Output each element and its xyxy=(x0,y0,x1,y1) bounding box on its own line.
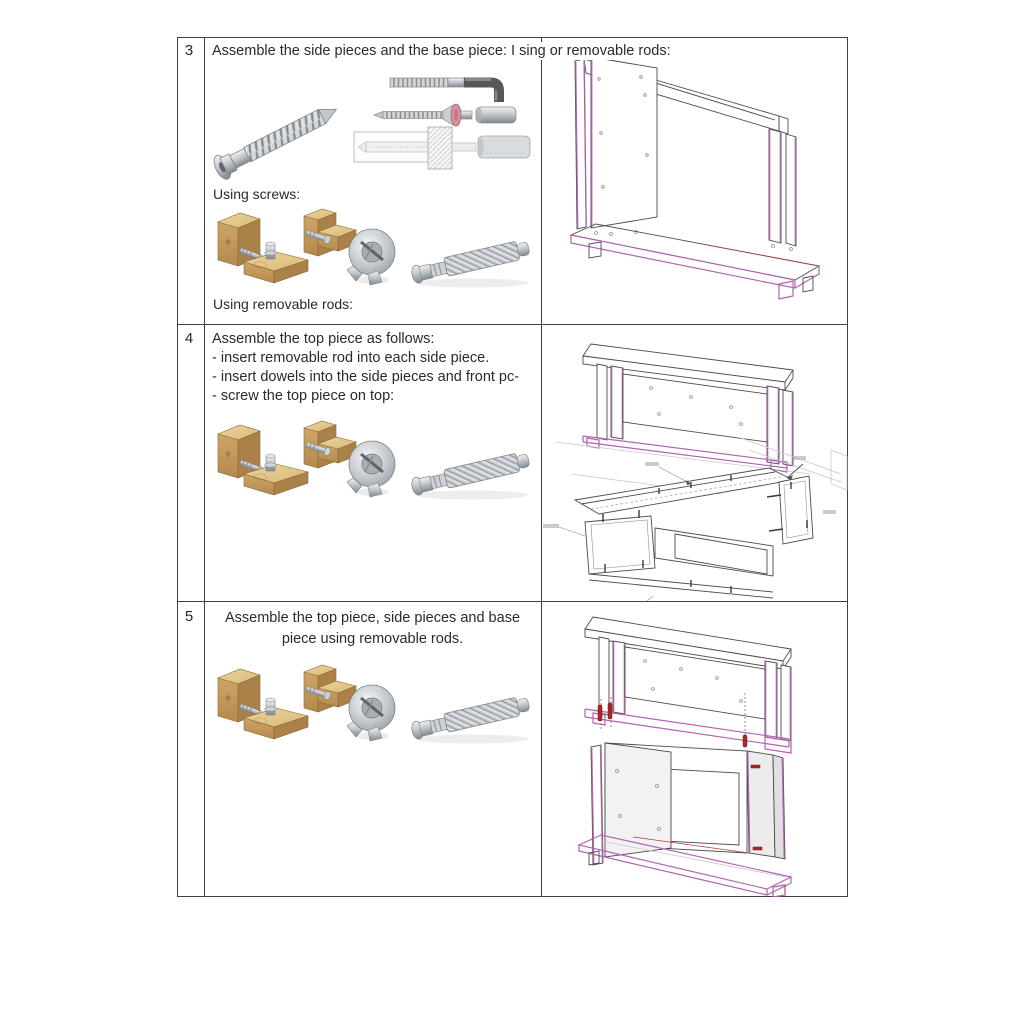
assembled-unit-wireframe-row5 xyxy=(585,617,791,753)
drawing-column-divider xyxy=(541,37,542,897)
step-number-3: 3 xyxy=(184,42,194,59)
step-4-line-3: - insert dowels into the side pieces and front pc- xyxy=(212,369,520,385)
step-number-4: 4 xyxy=(184,330,194,347)
side-frame-and-base-drawing xyxy=(541,37,848,324)
hardware-set-row4 xyxy=(210,418,540,506)
using-screws-label: Using screws: xyxy=(213,186,301,202)
step-5-line-2: piece using removable rods. xyxy=(281,631,464,647)
hardware-set-row3 xyxy=(210,206,540,294)
step-4-line-4: - screw the top piece on top: xyxy=(212,388,395,404)
base-piece-wireframe xyxy=(571,224,819,299)
step-5-line-1: Assemble the top piece, side pieces and base xyxy=(224,610,521,626)
hanger-bolt-hex-key-image xyxy=(388,58,522,106)
step-3-title: Assemble the side pieces and the base piece: I sing or removable rods: xyxy=(212,42,675,60)
side-frame-wireframe xyxy=(575,57,796,251)
assembled-and-exploded-drawing xyxy=(541,324,848,601)
exploded-top-piece-wireframe xyxy=(543,438,847,601)
confirmat-screw-image xyxy=(198,88,350,194)
hardware-set-row5 xyxy=(210,662,540,750)
step-4-line-1: Assemble the top piece as follows: xyxy=(212,331,435,347)
step-4-line-2: - insert removable rod into each side piece. xyxy=(212,350,490,366)
dowel-insertion-diagram xyxy=(352,126,534,170)
step-number-5: 5 xyxy=(184,608,194,625)
assembled-and-frame-on-base-drawing xyxy=(541,601,848,897)
using-removable-rods-label: Using removable rods: xyxy=(213,296,354,312)
